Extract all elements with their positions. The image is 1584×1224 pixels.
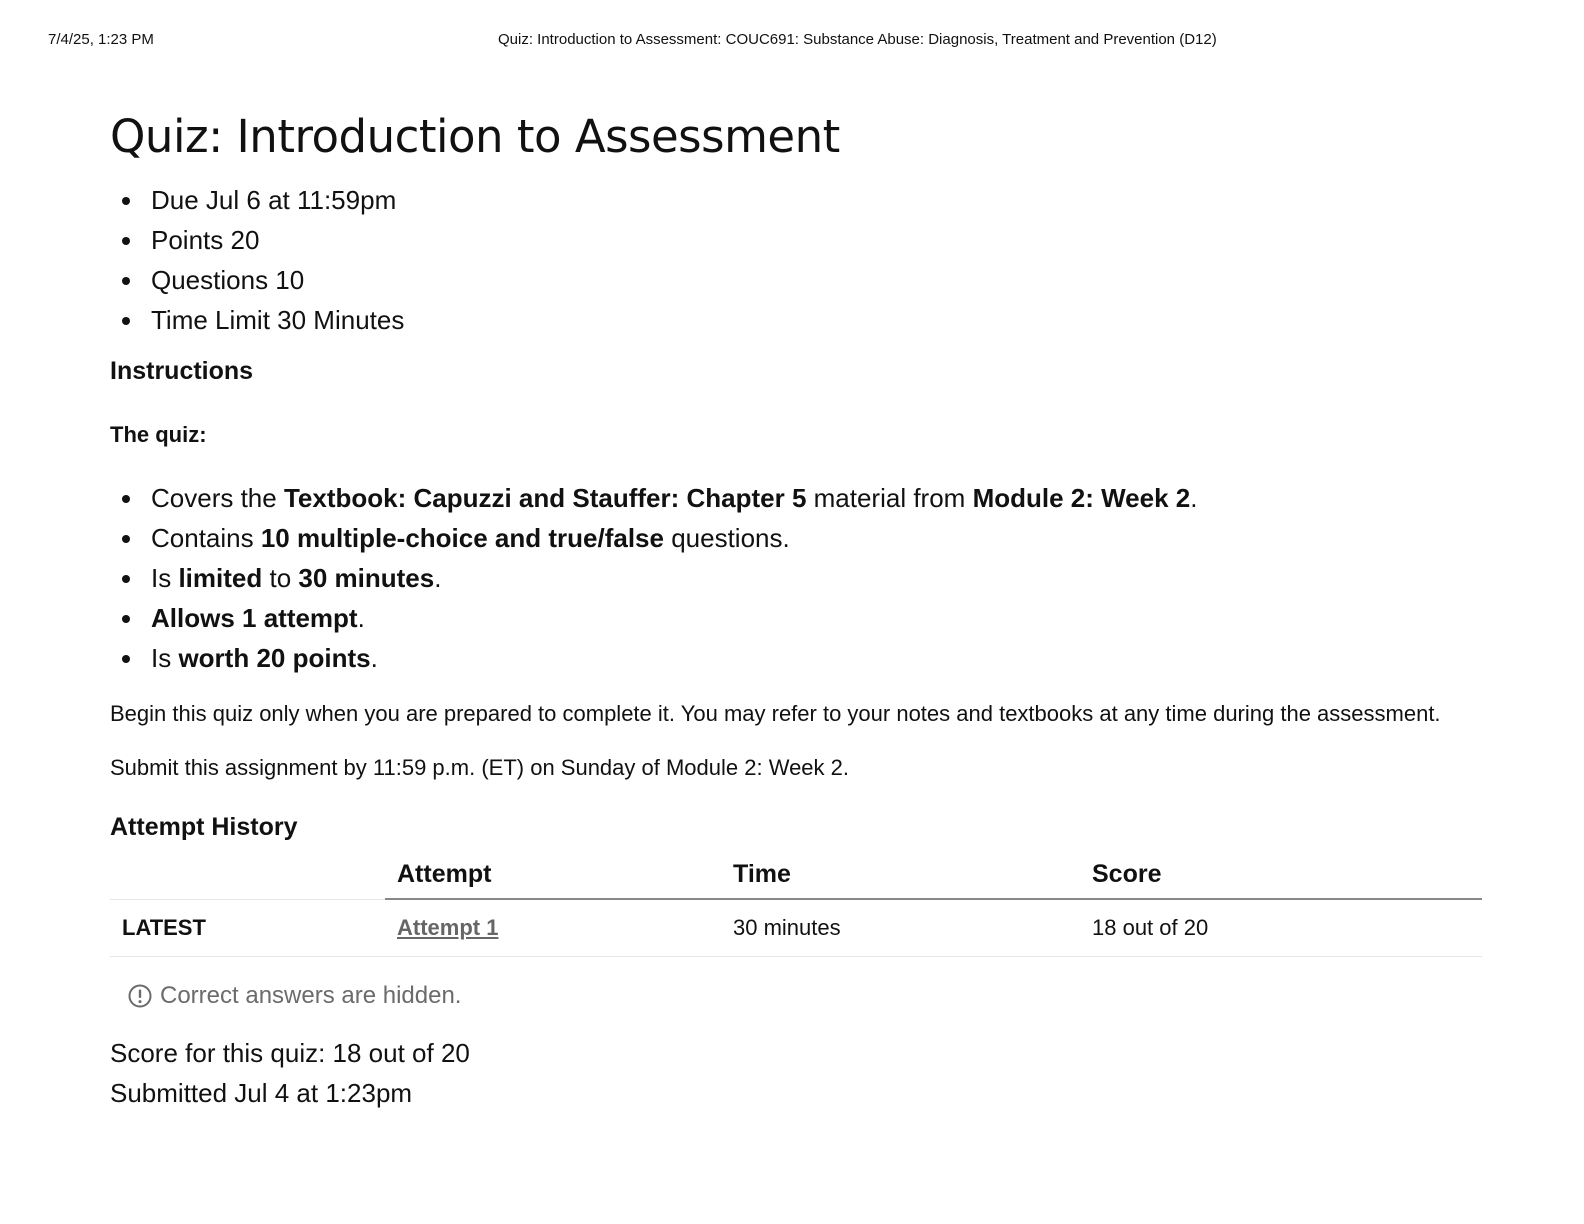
column-header-attempt: Attempt xyxy=(385,856,721,899)
rule-text: Contains xyxy=(151,523,261,553)
column-header-time: Time xyxy=(721,856,1080,899)
submit-instructions: Submit this assignment by 11:59 p.m. (ET) on Sunday of Module 2: Week 2. xyxy=(110,755,849,780)
column-header-blank xyxy=(110,856,385,899)
quiz-subheading: The quiz: xyxy=(110,422,207,447)
page-title: Quiz: Introduction to Assessment xyxy=(110,110,840,163)
rule-bold: 30 minutes xyxy=(298,563,435,593)
rule-covers xyxy=(110,478,1482,518)
quiz-content xyxy=(110,108,1482,1113)
rule-text: questions. xyxy=(663,523,790,553)
quiz-details-list xyxy=(110,180,1482,340)
attempt-history-table xyxy=(110,856,1482,957)
rule-bold: Allows 1 attempt xyxy=(151,603,358,633)
hidden-note-text: Correct answers are hidden. xyxy=(160,982,462,1009)
rule-bold: limited xyxy=(178,563,263,593)
time-cell: 30 minutes xyxy=(721,899,1080,957)
submitted-date: Submitted Jul 4 at 1:23pm xyxy=(110,1078,413,1108)
instructions-heading: Instructions xyxy=(110,357,254,385)
attempt-history-heading: Attempt History xyxy=(110,813,298,841)
print-page-title: Quiz: Introduction to Assessment: COUC691: Substance Abuse: Diagnosis, Treatment and Prevention (D12) xyxy=(498,31,1217,48)
quiz-result xyxy=(110,1033,1482,1113)
rule-contains xyxy=(110,518,1482,558)
correct-answers-hidden-note xyxy=(128,979,1482,1013)
rule-text: . xyxy=(370,643,378,673)
rule-worth xyxy=(110,638,1482,678)
due-date: Due Jul 6 at 11:59pm xyxy=(110,180,1482,220)
rule-text: Is xyxy=(151,643,179,673)
rule-text: . xyxy=(357,603,365,633)
rule-limited xyxy=(110,558,1482,598)
begin-instructions: Begin this quiz only when you are prepared to complete it. You may refer to your notes and textbooks at any time during the assessment. xyxy=(110,701,1441,726)
time-limit: Time Limit 30 Minutes xyxy=(110,300,1482,340)
rule-bold: Module 2: Week 2 xyxy=(972,483,1191,513)
question-count: Questions 10 xyxy=(110,260,1482,300)
rule-text: to xyxy=(262,563,299,593)
quiz-rules-list xyxy=(110,478,1482,678)
rule-bold: Textbook: Capuzzi and Stauffer: Chapter 5 xyxy=(283,483,807,513)
print-date: 7/4/25, 1:23 PM xyxy=(48,31,154,48)
table-header-row xyxy=(110,856,1482,899)
rule-text: . xyxy=(1190,483,1198,513)
column-header-score: Score xyxy=(1080,856,1482,899)
alert-circle-icon xyxy=(128,984,152,1008)
latest-label: LATEST xyxy=(110,899,385,957)
print-header xyxy=(48,31,1536,53)
rule-text: Covers the xyxy=(151,483,284,513)
quiz-score: Score for this quiz: 18 out of 20 xyxy=(110,1038,470,1068)
rule-text: . xyxy=(434,563,442,593)
rule-bold: worth 20 points xyxy=(178,643,371,673)
rule-allows xyxy=(110,598,1482,638)
attempt-cell xyxy=(385,899,721,957)
attempt-1-link[interactable]: Attempt 1 xyxy=(397,915,499,940)
rule-text: material from xyxy=(806,483,973,513)
table-row xyxy=(110,899,1482,957)
points: Points 20 xyxy=(110,220,1482,260)
rule-text: Is xyxy=(151,563,179,593)
rule-bold: 10 multiple-choice and true/false xyxy=(260,523,664,553)
score-cell: 18 out of 20 xyxy=(1080,899,1482,957)
